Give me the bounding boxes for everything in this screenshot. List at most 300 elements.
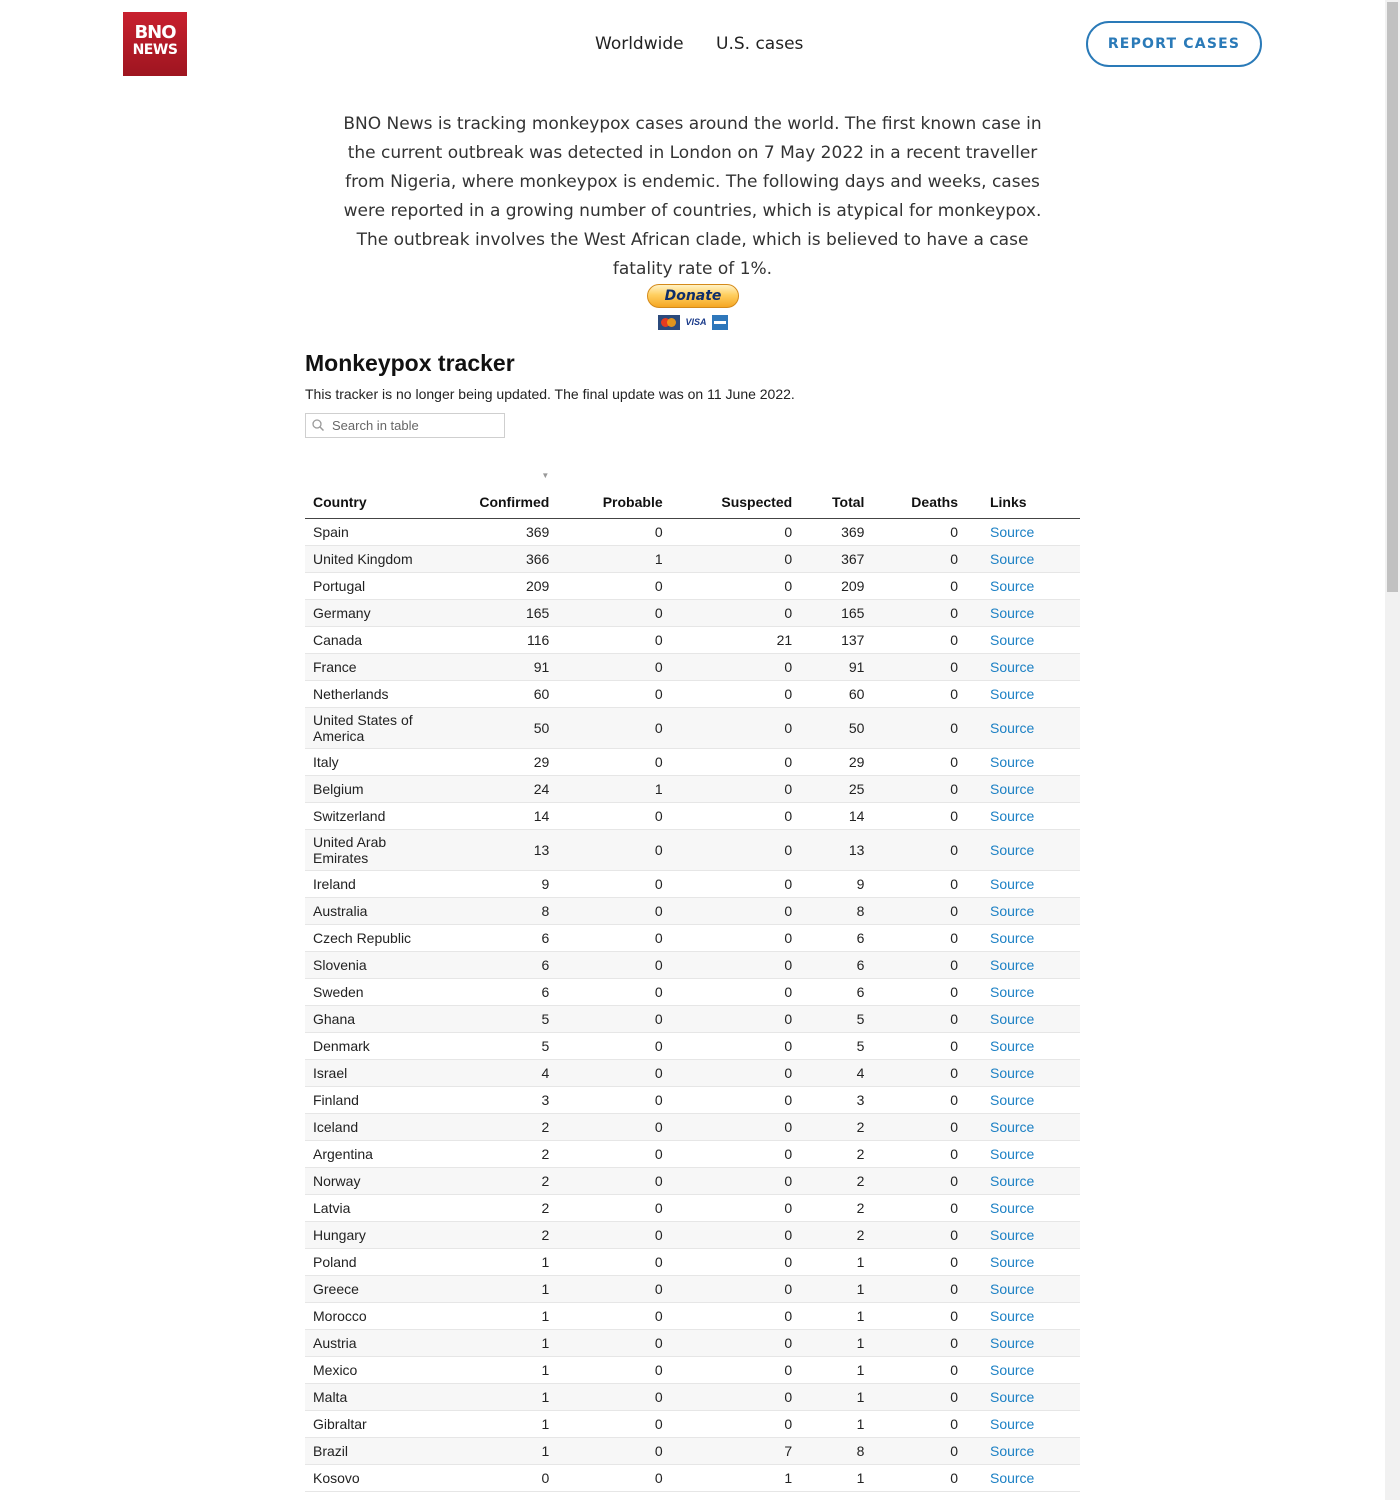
cell-total: 1 — [800, 1303, 872, 1330]
source-link[interactable]: Source — [989, 1416, 1035, 1432]
table-body — [305, 519, 1080, 1492]
cell-probable: 0 — [557, 1438, 670, 1465]
cell-suspected: 0 — [671, 952, 801, 979]
cell-confirmed: 5 — [429, 1033, 557, 1060]
source-link[interactable]: Source — [989, 876, 1035, 892]
table-row — [305, 681, 1080, 708]
source-link[interactable]: Source — [989, 1281, 1035, 1297]
sort-desc-icon: ▼ — [541, 471, 550, 480]
source-link[interactable]: Source — [989, 1065, 1035, 1081]
cell-links — [966, 708, 1080, 749]
cell-deaths: 0 — [872, 749, 966, 776]
cell-total: 50 — [800, 708, 872, 749]
cell-probable: 0 — [557, 1114, 670, 1141]
cell-confirmed: 9 — [429, 871, 557, 898]
cell-links — [966, 749, 1080, 776]
source-link[interactable]: Source — [989, 1254, 1035, 1270]
source-link[interactable]: Source — [989, 903, 1035, 919]
cell-suspected: 0 — [671, 979, 801, 1006]
cell-deaths: 0 — [872, 803, 966, 830]
logo-text-bottom: NEWS — [132, 42, 178, 58]
cell-deaths: 0 — [872, 1222, 966, 1249]
cell-deaths: 0 — [872, 654, 966, 681]
cell-probable: 0 — [557, 1006, 670, 1033]
source-link[interactable]: Source — [989, 659, 1035, 675]
cell-probable: 0 — [557, 1303, 670, 1330]
table-row — [305, 1411, 1080, 1438]
cell-confirmed: 6 — [429, 979, 557, 1006]
table-row — [305, 1465, 1080, 1492]
table-row — [305, 1357, 1080, 1384]
cell-links — [966, 1357, 1080, 1384]
cell-confirmed: 1 — [429, 1411, 557, 1438]
search-input[interactable] — [332, 414, 502, 437]
cases-table — [305, 465, 1080, 1492]
cell-suspected: 0 — [671, 898, 801, 925]
cell-country: Finland — [305, 1087, 429, 1114]
table-row — [305, 1087, 1080, 1114]
cell-suspected: 0 — [671, 1357, 801, 1384]
cell-country: Austria — [305, 1330, 429, 1357]
cell-total: 5 — [800, 1006, 872, 1033]
header-country[interactable]: Country — [305, 465, 429, 519]
header-confirmed[interactable] — [429, 465, 557, 519]
table-row — [305, 979, 1080, 1006]
cell-deaths: 0 — [872, 1357, 966, 1384]
source-link[interactable]: Source — [989, 1443, 1035, 1459]
cell-probable: 1 — [557, 776, 670, 803]
cell-deaths: 0 — [872, 830, 966, 871]
cell-confirmed: 165 — [429, 600, 557, 627]
cell-country: Morocco — [305, 1303, 429, 1330]
cell-suspected: 0 — [671, 1087, 801, 1114]
cell-links — [966, 952, 1080, 979]
cell-confirmed: 1 — [429, 1438, 557, 1465]
table-row — [305, 1060, 1080, 1087]
table-row — [305, 1276, 1080, 1303]
cell-confirmed: 1 — [429, 1330, 557, 1357]
cell-total: 137 — [800, 627, 872, 654]
cell-deaths: 0 — [872, 871, 966, 898]
cell-confirmed: 0 — [429, 1465, 557, 1492]
table-row — [305, 1222, 1080, 1249]
cell-links — [966, 830, 1080, 871]
table-search[interactable] — [305, 413, 505, 438]
cell-country: United States of America — [305, 708, 429, 749]
cell-suspected: 0 — [671, 600, 801, 627]
cell-country: Australia — [305, 898, 429, 925]
cell-deaths: 0 — [872, 1330, 966, 1357]
cell-links — [966, 654, 1080, 681]
cell-total: 1 — [800, 1384, 872, 1411]
report-cases-button[interactable]: REPORT CASES — [1086, 21, 1262, 67]
cell-country: Netherlands — [305, 681, 429, 708]
cell-country: Norway — [305, 1168, 429, 1195]
cell-links — [966, 803, 1080, 830]
cell-total: 13 — [800, 830, 872, 871]
cell-probable: 0 — [557, 1276, 670, 1303]
cell-probable: 1 — [557, 546, 670, 573]
cell-country: Slovenia — [305, 952, 429, 979]
source-link[interactable]: Source — [989, 1173, 1035, 1189]
cell-deaths: 0 — [872, 979, 966, 1006]
cell-links — [966, 1195, 1080, 1222]
cell-confirmed: 369 — [429, 519, 557, 546]
cell-country: Ghana — [305, 1006, 429, 1033]
cell-deaths: 0 — [872, 1087, 966, 1114]
cell-total: 5 — [800, 1033, 872, 1060]
source-link[interactable]: Source — [989, 632, 1035, 648]
logo-text-top: BNO — [134, 22, 176, 43]
cell-links — [966, 1276, 1080, 1303]
cell-country: Israel — [305, 1060, 429, 1087]
cell-confirmed: 29 — [429, 749, 557, 776]
cell-probable: 0 — [557, 1141, 670, 1168]
cell-suspected: 0 — [671, 519, 801, 546]
source-link[interactable]: Source — [989, 1335, 1035, 1351]
table-row — [305, 952, 1080, 979]
bno-news-logo[interactable] — [123, 12, 187, 76]
cell-links — [966, 898, 1080, 925]
cell-country: United Arab Emirates — [305, 830, 429, 871]
cell-country: France — [305, 654, 429, 681]
intro-paragraph: BNO News is tracking monkeypox cases around the world. The first known case in the current outbreak was detected in London on 7 May 2022 in a recent traveller from Nigeria, where monkeypox is endemic. The following days and weeks, cases were reported in a growing number of countries, which is atypical for monkeypox. The outbreak involves the West African clade, which is believed to have a case fatality rate of 1%. — [343, 114, 1042, 279]
cell-total: 209 — [800, 573, 872, 600]
cell-suspected: 0 — [671, 749, 801, 776]
table-row — [305, 1330, 1080, 1357]
cell-confirmed: 2 — [429, 1168, 557, 1195]
header-links[interactable]: Links — [966, 465, 1080, 519]
source-link[interactable]: Source — [989, 1119, 1035, 1135]
cell-probable: 0 — [557, 1087, 670, 1114]
nav-us-cases[interactable]: U.S. cases — [716, 34, 804, 54]
source-link[interactable]: Source — [989, 754, 1035, 770]
cell-suspected: 0 — [671, 1330, 801, 1357]
cell-deaths: 0 — [872, 1249, 966, 1276]
cell-country: Canada — [305, 627, 429, 654]
cell-probable: 0 — [557, 1465, 670, 1492]
cell-probable: 0 — [557, 1249, 670, 1276]
cell-total: 1 — [800, 1465, 872, 1492]
cell-suspected: 0 — [671, 1195, 801, 1222]
cell-country: Kosovo — [305, 1465, 429, 1492]
cell-probable: 0 — [557, 1411, 670, 1438]
cell-links — [966, 1033, 1080, 1060]
cell-country: Sweden — [305, 979, 429, 1006]
table-row — [305, 749, 1080, 776]
cell-deaths: 0 — [872, 952, 966, 979]
cell-deaths: 0 — [872, 546, 966, 573]
cell-links — [966, 871, 1080, 898]
cell-total: 2 — [800, 1141, 872, 1168]
table-header-row — [305, 465, 1080, 519]
cell-links — [966, 1438, 1080, 1465]
cell-links — [966, 1330, 1080, 1357]
source-link[interactable]: Source — [989, 551, 1035, 567]
source-link[interactable]: Source — [989, 1146, 1035, 1162]
cell-confirmed: 6 — [429, 925, 557, 952]
source-link[interactable]: Source — [989, 1227, 1035, 1243]
cell-total: 8 — [800, 898, 872, 925]
cell-suspected: 0 — [671, 871, 801, 898]
cell-confirmed: 1 — [429, 1249, 557, 1276]
source-link[interactable]: Source — [989, 930, 1035, 946]
table-row — [305, 600, 1080, 627]
table-row — [305, 1384, 1080, 1411]
cell-probable: 0 — [557, 925, 670, 952]
cell-country: Malta — [305, 1384, 429, 1411]
cell-links — [966, 1303, 1080, 1330]
table-row — [305, 776, 1080, 803]
header-total[interactable]: Total — [800, 465, 872, 519]
cell-country: Mexico — [305, 1357, 429, 1384]
cell-probable: 0 — [557, 681, 670, 708]
source-link[interactable]: Source — [989, 605, 1035, 621]
donate-button[interactable] — [646, 284, 740, 332]
cell-country: Hungary — [305, 1222, 429, 1249]
cell-country: Denmark — [305, 1033, 429, 1060]
table-row — [305, 654, 1080, 681]
table-row — [305, 708, 1080, 749]
cell-links — [966, 1411, 1080, 1438]
cell-suspected: 0 — [671, 1249, 801, 1276]
cell-suspected: 0 — [671, 1303, 801, 1330]
cell-country: Gibraltar — [305, 1411, 429, 1438]
cell-total: 29 — [800, 749, 872, 776]
mastercard-icon — [658, 315, 680, 330]
table-row — [305, 519, 1080, 546]
table-row — [305, 1006, 1080, 1033]
table-row — [305, 627, 1080, 654]
cell-confirmed: 2 — [429, 1114, 557, 1141]
cell-probable: 0 — [557, 830, 670, 871]
cell-suspected: 0 — [671, 654, 801, 681]
cell-confirmed: 366 — [429, 546, 557, 573]
cell-suspected: 0 — [671, 776, 801, 803]
cell-deaths: 0 — [872, 925, 966, 952]
table-row — [305, 1114, 1080, 1141]
cell-total: 2 — [800, 1195, 872, 1222]
cell-country: Brazil — [305, 1438, 429, 1465]
cell-confirmed: 24 — [429, 776, 557, 803]
cell-suspected: 0 — [671, 1411, 801, 1438]
cell-confirmed: 6 — [429, 952, 557, 979]
cell-suspected: 0 — [671, 546, 801, 573]
cell-links — [966, 546, 1080, 573]
cell-total: 8 — [800, 1438, 872, 1465]
cell-probable: 0 — [557, 600, 670, 627]
source-link[interactable]: Source — [989, 984, 1035, 1000]
cell-country: Poland — [305, 1249, 429, 1276]
header-suspected[interactable]: Suspected — [671, 465, 801, 519]
tracker-note: This tracker is no longer being updated. The final update was on 11 June 2022. — [305, 386, 795, 402]
cell-confirmed: 1 — [429, 1357, 557, 1384]
cell-links — [966, 776, 1080, 803]
source-link[interactable]: Source — [989, 686, 1035, 702]
cell-confirmed: 1 — [429, 1276, 557, 1303]
cell-probable: 0 — [557, 871, 670, 898]
cell-links — [966, 1114, 1080, 1141]
cell-deaths: 0 — [872, 1465, 966, 1492]
payment-cards — [658, 315, 728, 330]
cell-deaths: 0 — [872, 1114, 966, 1141]
scrollbar-thumb[interactable] — [1387, 2, 1398, 592]
table-row — [305, 1141, 1080, 1168]
table-row — [305, 573, 1080, 600]
cell-confirmed: 5 — [429, 1006, 557, 1033]
source-link[interactable]: Source — [989, 578, 1035, 594]
visa-icon: VISA — [685, 317, 707, 327]
cell-total: 14 — [800, 803, 872, 830]
cell-suspected: 0 — [671, 1060, 801, 1087]
cell-suspected: 0 — [671, 681, 801, 708]
donate-label: Donate — [647, 284, 739, 308]
cell-suspected: 7 — [671, 1438, 801, 1465]
cell-links — [966, 1168, 1080, 1195]
cell-deaths: 0 — [872, 573, 966, 600]
cell-deaths: 0 — [872, 1276, 966, 1303]
cell-deaths: 0 — [872, 1006, 966, 1033]
header-probable[interactable]: Probable — [557, 465, 670, 519]
cell-probable: 0 — [557, 1384, 670, 1411]
cell-probable: 0 — [557, 654, 670, 681]
cell-deaths: 0 — [872, 776, 966, 803]
cell-total: 9 — [800, 871, 872, 898]
cell-deaths: 0 — [872, 1195, 966, 1222]
cell-confirmed: 2 — [429, 1141, 557, 1168]
cell-confirmed: 116 — [429, 627, 557, 654]
cell-total: 6 — [800, 979, 872, 1006]
cell-suspected: 0 — [671, 573, 801, 600]
source-link[interactable]: Source — [989, 720, 1035, 736]
cell-country: Spain — [305, 519, 429, 546]
cell-links — [966, 1222, 1080, 1249]
cell-probable: 0 — [557, 708, 670, 749]
cell-probable: 0 — [557, 979, 670, 1006]
table-row — [305, 830, 1080, 871]
cell-deaths: 0 — [872, 1060, 966, 1087]
cell-confirmed: 2 — [429, 1222, 557, 1249]
table-row — [305, 925, 1080, 952]
cell-links — [966, 1465, 1080, 1492]
table-row — [305, 546, 1080, 573]
header-deaths[interactable]: Deaths — [872, 465, 966, 519]
source-link[interactable]: Source — [989, 1308, 1035, 1324]
cell-deaths: 0 — [872, 1303, 966, 1330]
source-link[interactable]: Source — [989, 1092, 1035, 1108]
cell-total: 367 — [800, 546, 872, 573]
source-link[interactable]: Source — [989, 1389, 1035, 1405]
cell-confirmed: 209 — [429, 573, 557, 600]
cell-total: 1 — [800, 1411, 872, 1438]
cell-country: Ireland — [305, 871, 429, 898]
cell-links — [966, 979, 1080, 1006]
cell-deaths: 0 — [872, 519, 966, 546]
cell-total: 25 — [800, 776, 872, 803]
cell-deaths: 0 — [872, 627, 966, 654]
cell-total: 1 — [800, 1276, 872, 1303]
source-link[interactable]: Source — [989, 1470, 1035, 1486]
cell-total: 6 — [800, 952, 872, 979]
cell-links — [966, 1060, 1080, 1087]
table-row — [305, 1033, 1080, 1060]
cell-country: Switzerland — [305, 803, 429, 830]
cell-country: Iceland — [305, 1114, 429, 1141]
cell-suspected: 0 — [671, 1006, 801, 1033]
cell-total: 4 — [800, 1060, 872, 1087]
cell-total: 3 — [800, 1087, 872, 1114]
cell-country: Portugal — [305, 573, 429, 600]
cell-probable: 0 — [557, 573, 670, 600]
cell-probable: 0 — [557, 1330, 670, 1357]
cell-probable: 0 — [557, 1222, 670, 1249]
source-link[interactable]: Source — [989, 1362, 1035, 1378]
cell-total: 91 — [800, 654, 872, 681]
cell-country: Czech Republic — [305, 925, 429, 952]
cell-links — [966, 1006, 1080, 1033]
cell-confirmed: 8 — [429, 898, 557, 925]
source-link[interactable]: Source — [989, 1200, 1035, 1216]
cell-deaths: 0 — [872, 600, 966, 627]
table-row — [305, 1168, 1080, 1195]
source-link[interactable]: Source — [989, 781, 1035, 797]
tracker-title: Monkeypox tracker — [305, 350, 515, 376]
cell-country: Argentina — [305, 1141, 429, 1168]
page-scrollbar[interactable] — [1385, 0, 1400, 1500]
site-header — [0, 0, 1385, 90]
amex-icon — [712, 315, 728, 330]
cell-total: 2 — [800, 1168, 872, 1195]
cell-links — [966, 627, 1080, 654]
source-link[interactable]: Source — [989, 524, 1035, 540]
cell-suspected: 0 — [671, 708, 801, 749]
cell-suspected: 0 — [671, 925, 801, 952]
cell-probable: 0 — [557, 1033, 670, 1060]
cell-suspected: 0 — [671, 1168, 801, 1195]
cell-total: 1 — [800, 1330, 872, 1357]
cell-probable: 0 — [557, 1168, 670, 1195]
source-link[interactable]: Source — [989, 842, 1035, 858]
header-confirmed-label: Confirmed — [479, 494, 550, 510]
cell-confirmed: 60 — [429, 681, 557, 708]
cell-country: Germany — [305, 600, 429, 627]
source-link[interactable]: Source — [989, 1038, 1035, 1054]
nav-worldwide[interactable]: Worldwide — [595, 34, 684, 54]
cell-suspected: 0 — [671, 803, 801, 830]
cell-total: 2 — [800, 1114, 872, 1141]
cell-probable: 0 — [557, 1195, 670, 1222]
cell-probable: 0 — [557, 898, 670, 925]
cell-confirmed: 2 — [429, 1195, 557, 1222]
cell-confirmed: 4 — [429, 1060, 557, 1087]
cell-confirmed: 50 — [429, 708, 557, 749]
cell-country: Latvia — [305, 1195, 429, 1222]
cell-deaths: 0 — [872, 1411, 966, 1438]
source-link[interactable]: Source — [989, 1011, 1035, 1027]
cell-links — [966, 573, 1080, 600]
source-link[interactable]: Source — [989, 808, 1035, 824]
cell-deaths: 0 — [872, 1384, 966, 1411]
cell-links — [966, 1384, 1080, 1411]
cell-suspected: 1 — [671, 1465, 801, 1492]
source-link[interactable]: Source — [989, 957, 1035, 973]
cell-suspected: 21 — [671, 627, 801, 654]
cell-probable: 0 — [557, 1060, 670, 1087]
cell-total: 1 — [800, 1249, 872, 1276]
cell-deaths: 0 — [872, 898, 966, 925]
cell-deaths: 0 — [872, 1438, 966, 1465]
cell-deaths: 0 — [872, 1033, 966, 1060]
